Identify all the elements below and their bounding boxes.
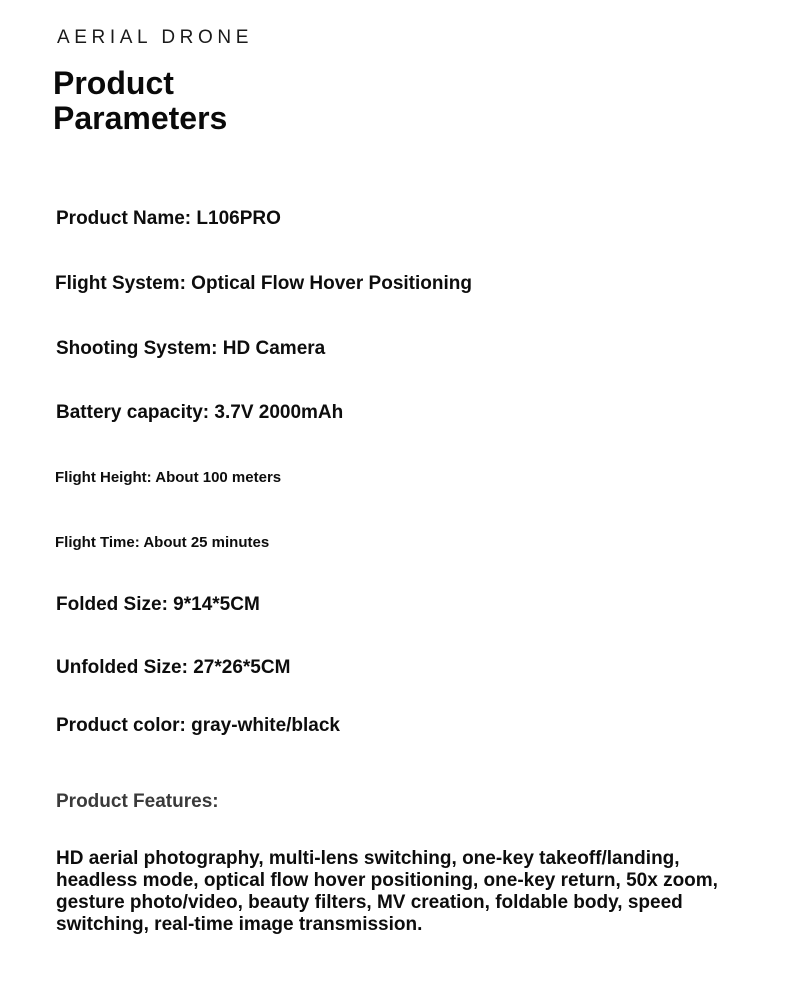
param-flight-height: Flight Height: About 100 meters	[55, 469, 282, 486]
param-product-name: Product Name: L106PRO	[56, 208, 281, 229]
param-shooting-system: Shooting System: HD Camera	[56, 338, 326, 359]
page-title-line-1: Product	[53, 65, 174, 101]
features-label: Product Features:	[56, 791, 219, 812]
param-product-color: Product color: gray-white/black	[56, 715, 340, 736]
page-title-line-2: Parameters	[53, 100, 228, 136]
param-folded-size: Folded Size: 9*14*5CM	[56, 594, 260, 615]
param-flight-time: Flight Time: About 25 minutes	[55, 534, 270, 551]
param-flight-system: Flight System: Optical Flow Hover Positioning	[55, 273, 472, 294]
param-battery-capacity: Battery capacity: 3.7V 2000mAh	[56, 402, 344, 423]
brand-heading: AERIAL DRONE	[57, 27, 253, 48]
param-unfolded-size: Unfolded Size: 27*26*5CM	[56, 657, 291, 678]
features-description: HD aerial photography, multi-lens switching, one-key takeoff/landing, headless mode, optical flow hover positioning, one-key return, 50x zoom, gesture photo/video, beauty filters, MV creation, foldable body, speed switching, real-time image transmission.	[56, 848, 718, 935]
page-title	[53, 66, 227, 136]
